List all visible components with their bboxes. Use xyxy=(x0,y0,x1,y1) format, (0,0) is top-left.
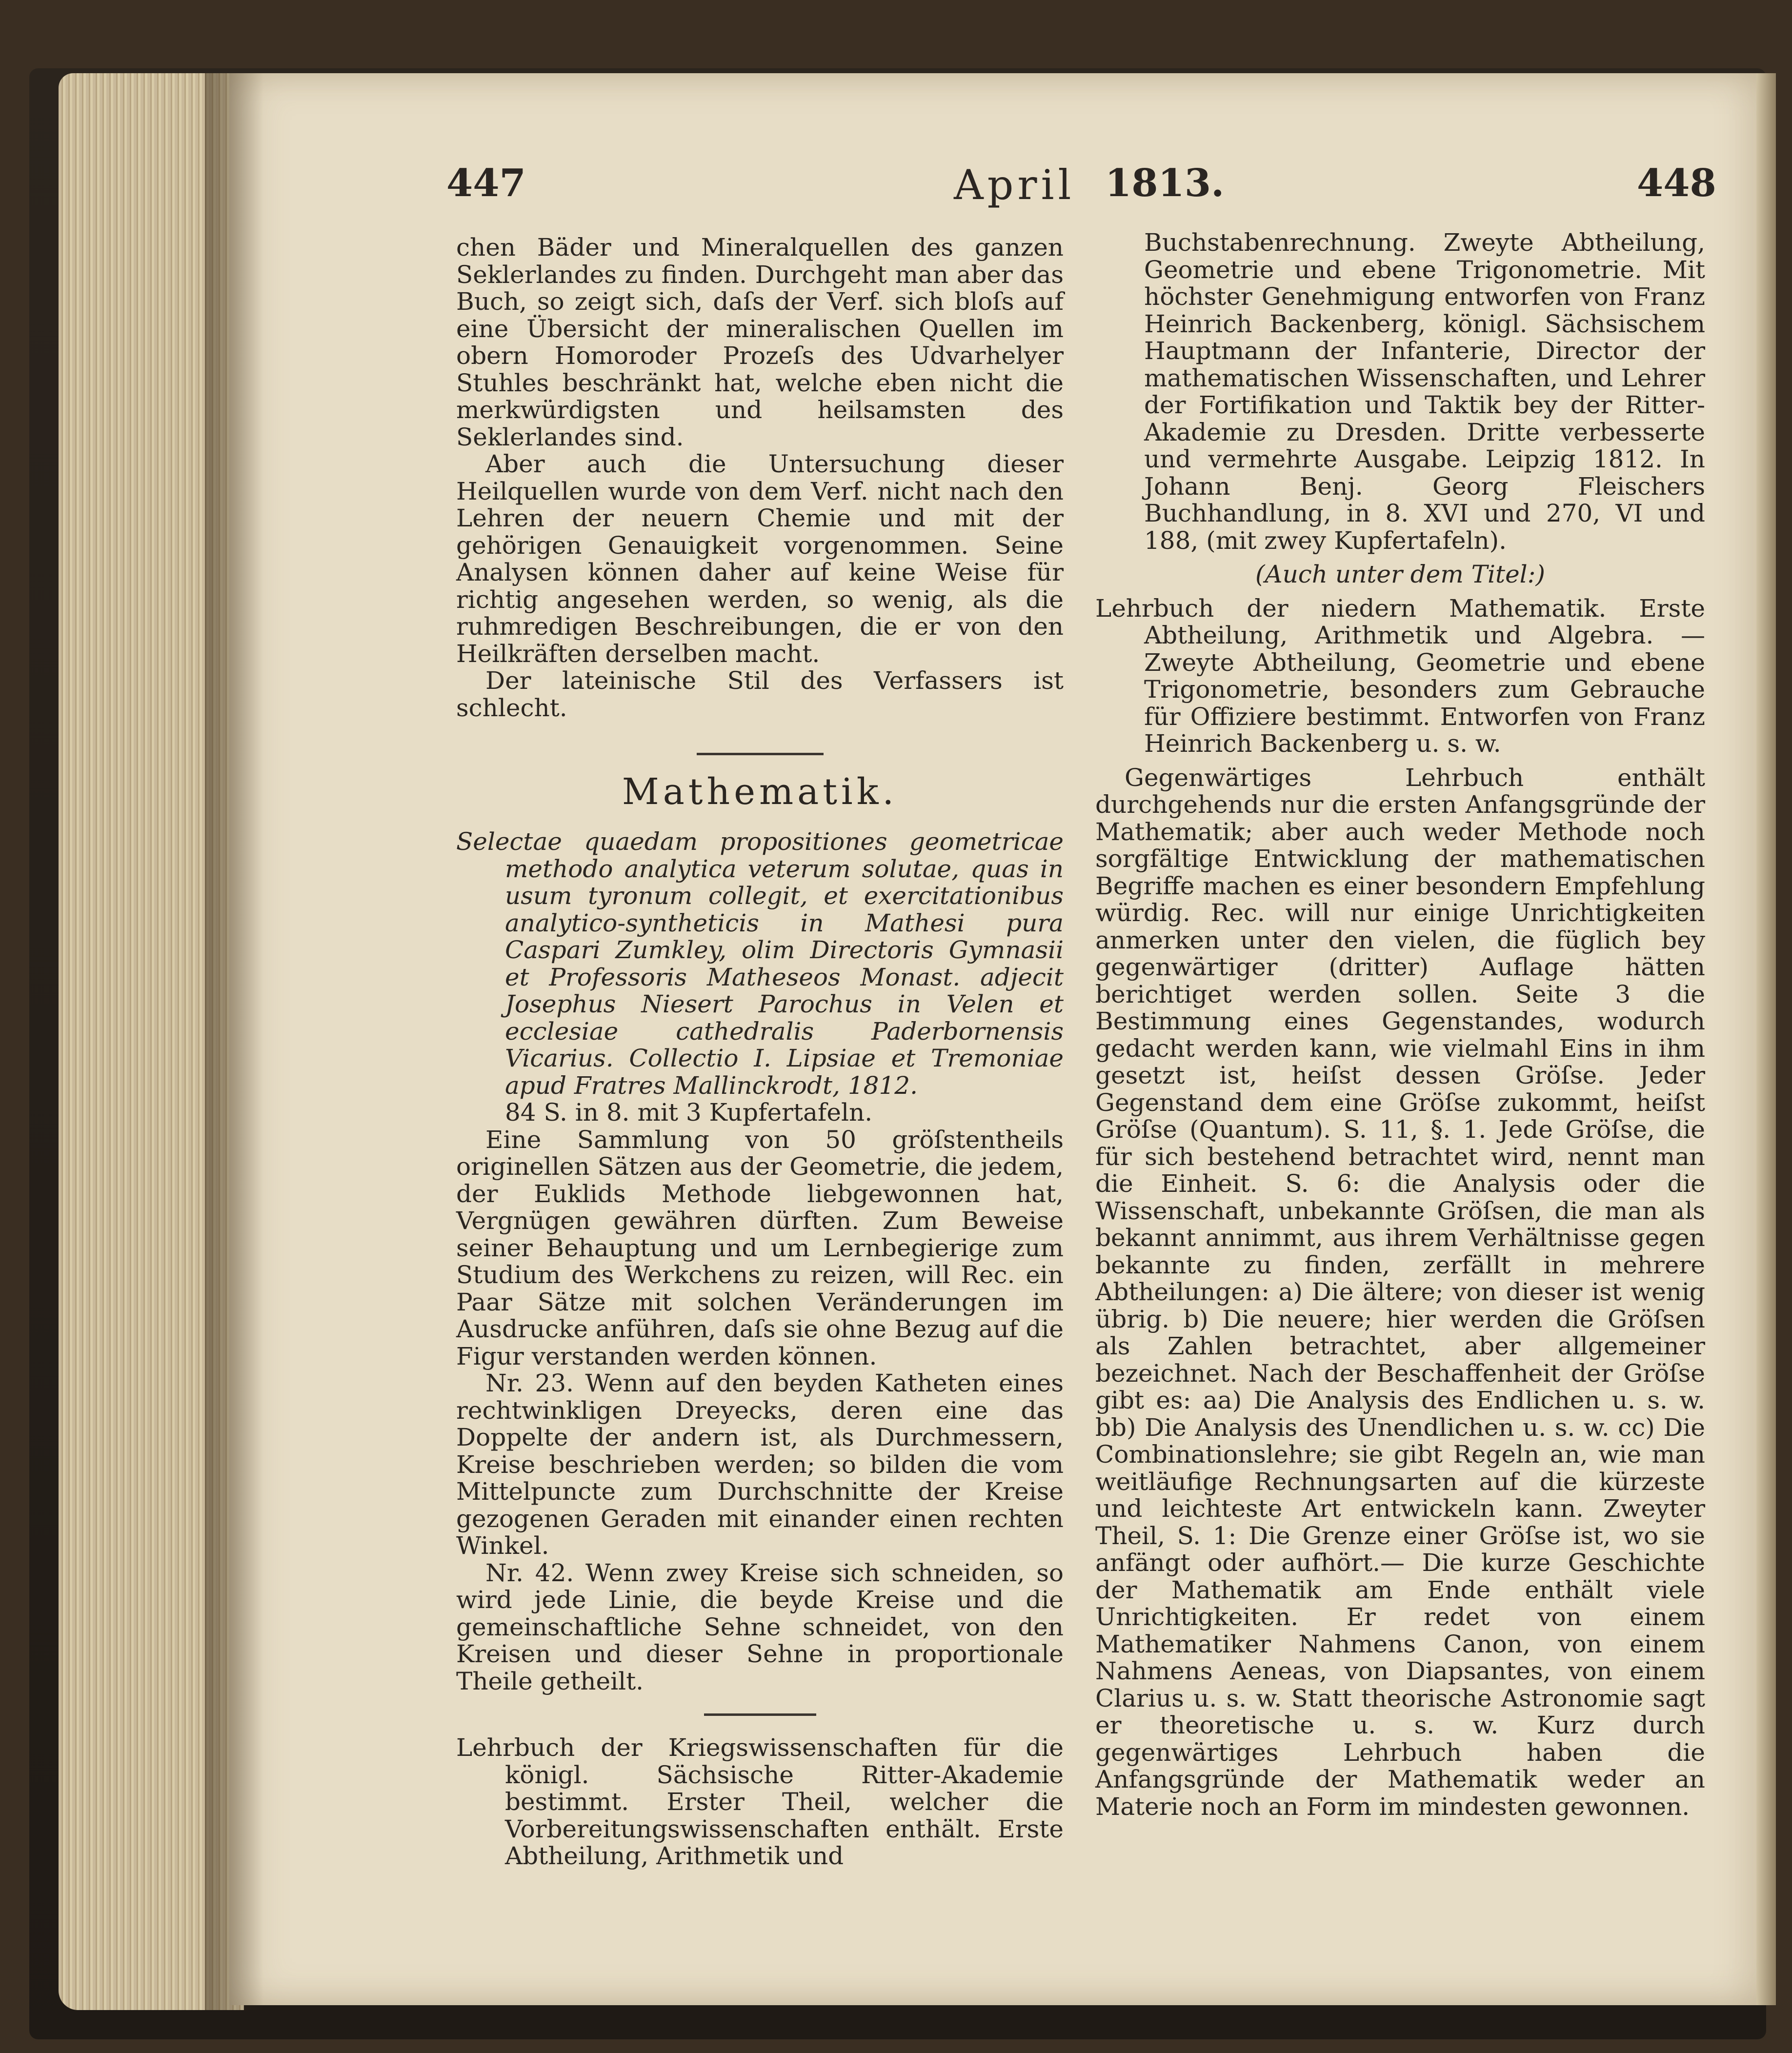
page-number-left: 447 xyxy=(446,161,526,205)
paragraph: chen Bäder und Mineralquellen des ganzen Seklerlandes zu finden. Durchgeht man aber das Buch, so zeigt sich, daſs der Verf. sich bloſs auf eine Übersicht der mineralischen Quellen im obern Homoroder Prozeſs des Udvarhelyer Stuhles beschränkt hat, welche eben nicht die merkwürdigsten und heilsamsten des Seklerlandes sind. xyxy=(456,233,1064,451)
book-citation: Selectae quaedam propositiones geometricae methodo analytica veterum solutae, quas in usum tyronum collegit, et exercitationibus analytico-syntheticis in Mathesi pura Caspari Zumkley, olim Directoris Gymnasii et Professoris Matheseos Monast. adjecit Josephus Niesert Parochus in Velen et ecclesiae cathedralis Paderbornensis Vicarius. Collectio I. Lipsiae et Tremoniae apud Fratres Mallinckrodt, 1812. xyxy=(456,827,1064,1100)
page-right-edge xyxy=(1756,73,1776,2005)
page-number-right: 448 xyxy=(1637,161,1716,205)
paragraph: Der lateinische Stil des Verfassers ist schlecht. xyxy=(456,666,1064,722)
paragraph: Eine Sammlung von 50 gröſstentheils originellen Sätzen aus der Geometrie, die jedem, der Euklids Methode liebgewonnen hat, Vergnügen gewähren dürften. Zum Beweise seiner Behauptung und um Lernbegierige zum Studium des Werkchens zu reizen, will Rec. ein Paar Sätze mit solchen Veränderungen im Ausdrucke anführen, daſs sie ohne Bezug auf die Figur verstanden werden können. xyxy=(456,1125,1064,1370)
book-citation: Lehrbuch der niedern Mathematik. Erste Abtheilung, Arithmetik und Algebra. — Zweyte Abtheilung, Geometrie und ebene Trigonometrie, besonders zum Gebrauche für Offiziere bestimmt. Entworfen von Franz Heinrich Backenberg u. s. w. xyxy=(1095,594,1705,758)
paragraph: Gegenwärtiges Lehrbuch enthält durchgehends nur die ersten Anfangsgründe der Mathematik; aber auch weder Methode noch sorgfältige Entwicklung der mathematischen Begriffe machen es einer besondern Empfehlung würdig. Rec. will nur einige Unrichtigkeiten anmerken unter den vielen, die füglich bey gegenwärtiger (dritter) Auflage hätten berichtiget werden sollen. Seite 3 die Bestimmung eines Gegenstandes, wodurch gedacht werden kann, wie vielmahl Eins in ihm gesetzt ist, heiſst dessen Gröſse. Jeder Gegenstand dem eine Gröſse zukommt, heiſst Gröſse (Quantum). S. 11, §. 1. Jede Gröſse, die für sich bestehend betrachtet wird, nennt man die Einheit. S. 6: die Analysis oder die Wissenschaft, unbekannte Gröſsen, die man als bekannt annimmt, aus ihrem Verhältnisse gegen bekannte zu finden, zerfällt in mehrere Abtheilungen: a) Die ältere; von dieser ist wenig übrig. b) Die neuere; hier werden die Gröſsen als Zahlen betrachtet, aber allgemeiner bezeichnet. Nach der Beschaffenheit der Gröſse gibt es: aa) Die Analysis des Endlichen u. s. w. bb) Die Analysis des Unendlichen u. s. w. cc) Die Combinationslehre; sie gibt Regeln an, wie man weitläufige Rechnungsarten auf die kürzeste und leichteste Art entwickeln kann. Zweyter Theil, S. 1: Die Grenze einer Gröſse ist, wo sie anfängt oder aufhört.— Die kurze Geschichte der Mathematik am Ende enthält viele Unrichtigkeiten. Er redet von einem Mathematiker Nahmens Canon, von einem Nahmens Aeneas, von Diapsantes, von einem Clarius u. s. w. Statt theorische Astronomie sagt er theoretische u. s. w. Kurz durch gegenwärtiges Lehrbuch haben die Anfangsgründe der Mathematik weder an Materie noch an Form im mindesten gewonnen. xyxy=(1095,763,1705,1821)
running-title: April xyxy=(954,161,1075,209)
book-citation: Lehrbuch der Kriegswissenschaften für die königl. Sächsische Ritter-Akademie bestimmt. Erster Theil, welcher die Vorbereitungswissenschaften enthält. Erste Abtheilung, Arithmetik und xyxy=(456,1733,1064,1870)
section-rule xyxy=(697,753,824,755)
spine-shadow xyxy=(205,73,263,2010)
paragraph: Aber auch die Untersuchung dieser Heilquellen wurde von dem Verf. nicht nach den Lehren der neuern Chemie und mit der gehörigen Genauigkeit vorgenommen. Seine Analysen können daher auf keine Weise für richtig angesehen werden, so wenig, als die ruhmredigen Beschreibungen, die er von den Heilkräften derselben macht. xyxy=(456,450,1064,668)
paragraph: Nr. 42. Wenn zwey Kreise sich schneiden, so wird jede Linie, die beyde Kreise und die gemeinschaftliche Sehne schneidet, von den Kreisen und dieser Sehne in proportionale Theile getheilt. xyxy=(456,1558,1064,1695)
left-column xyxy=(456,234,1064,1870)
right-column xyxy=(1095,229,1705,1820)
book-citation-tail: 84 S. in 8. mit 3 Kupfertafeln. xyxy=(505,1098,873,1127)
subtitle: (Auch unter dem Titel:) xyxy=(1255,560,1546,588)
section-title: Mathematik. xyxy=(622,771,898,813)
book-citation-continued: Buchstabenrechnung. Zweyte Abtheilung, Geometrie und ebene Trigonometrie. Mit höchster Genehmigung entworfen von Franz Heinrich Backenberg, königl. Sächsischem Hauptmann der Infanterie, Director der mathematischen Wissenschaften, und Lehrer der Fortifikation und Taktik bey der Ritter-Akademie zu Dresden. Dritte verbesserte und vermehrte Ausgabe. Leipzig 1812. In Johann Benj. Georg Fleischers Buchhandlung, in 8. XVI und 270, VI und 188, (mit zwey Kupfertafeln). xyxy=(1144,228,1705,555)
paragraph: Nr. 23. Wenn auf den beyden Katheten eines rechtwinkligen Dreyecks, deren eine das Doppelte der andern ist, als Durchmessern, Kreise beschrieben werden; so bilden die vom Mittelpuncte zum Durchschnitte der Kreise gezogenen Geraden mit einander einen rechten Winkel. xyxy=(456,1369,1064,1560)
running-year: 1813. xyxy=(1105,161,1225,205)
